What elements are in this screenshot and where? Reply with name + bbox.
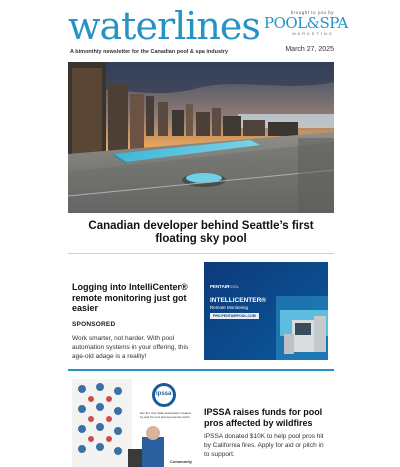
story-ipssa xyxy=(204,407,330,459)
pool-spa-marketing-logo[interactable] xyxy=(264,10,348,36)
hero-story-title[interactable]: Canadian developer behind Seattle’s first floating sky pool xyxy=(88,220,314,245)
ipssa-logo: ipssa xyxy=(156,391,172,397)
section-divider xyxy=(68,253,334,254)
sponsored-label: SPONSORED xyxy=(72,320,116,328)
sky-pool-photo xyxy=(68,62,334,213)
ad-graphic xyxy=(204,262,328,360)
ipssa-sign-foot: Community xyxy=(170,459,192,464)
story-summary: Work smarter, not harder. With pool automation systems in your offering, this age-old adage is a reality! xyxy=(72,334,189,360)
tagline: A bimonthly newsletter for the Canadian pool & spa industry xyxy=(70,49,229,55)
story-title[interactable]: IPSSA raises funds for pool pros affected by wildfires xyxy=(204,407,323,428)
story-title[interactable]: Logging into IntelliCenter® remote monitoring just got easier xyxy=(72,282,188,313)
section-divider-2 xyxy=(68,369,334,371)
pentair-intellicenter-ad[interactable] xyxy=(204,262,328,360)
ad-url[interactable]: PRO.PENTAIRPOOL.COM xyxy=(210,313,259,319)
waterlines-logo[interactable]: waterlines xyxy=(68,4,260,48)
story-intellicenter xyxy=(72,282,197,361)
brand-name: POOL&SPA xyxy=(264,14,348,32)
masthead xyxy=(68,4,348,58)
ipssa-photo-graphic xyxy=(72,379,196,467)
story-summary: IPSSA donated $10K to help pool pros hit by California fires. Apply for aid or pitch in to support. xyxy=(204,433,324,458)
pentair-logo: PENTAIR xyxy=(210,284,230,289)
brand-small-text: brought to you by xyxy=(290,10,334,15)
hero-image-sky-pool[interactable] xyxy=(68,62,334,213)
issue-date: March 27, 2025 xyxy=(285,46,334,53)
ipssa-sign-text: Join the only trade association created by and for pool and spa service techs xyxy=(139,411,191,419)
ipssa-event-photo[interactable] xyxy=(72,379,196,467)
ad-product-sub: Remote Monitoring xyxy=(210,305,249,310)
pentair-sub: POOL xyxy=(228,284,240,289)
brand-sub-text: MARKETING xyxy=(292,31,334,36)
ad-product-name: INTELLICENTER® xyxy=(210,297,267,304)
